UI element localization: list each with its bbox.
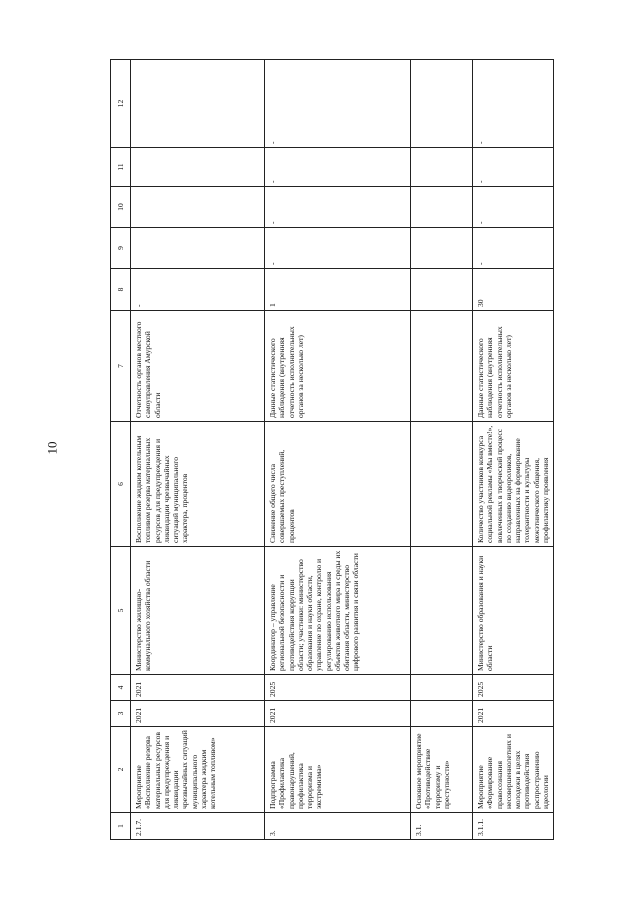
header-cell: 5 bbox=[111, 547, 131, 675]
row-value-12: - bbox=[473, 60, 554, 148]
row-value-8: - bbox=[131, 269, 265, 311]
table-row bbox=[265, 60, 411, 840]
row-value-12 bbox=[131, 60, 265, 148]
header-cell: 3 bbox=[111, 701, 131, 727]
row-source bbox=[411, 311, 473, 422]
row-executor: Министерство образования и науки области bbox=[473, 547, 554, 675]
row-value-9 bbox=[131, 228, 265, 269]
row-value-10: - bbox=[473, 187, 554, 228]
header-cell: 6 bbox=[111, 422, 131, 547]
row-executor: Координатор – управление региональной безопасности и противодействия коррупции области; участники: министерство образования и науки области, управление по охране, контролю и регулированию использования объектов животного мира и среды их обитания области, министерство цифрового развития и связи области bbox=[265, 547, 411, 675]
row-end-year: 2021 bbox=[131, 675, 265, 701]
row-value-11: - bbox=[265, 148, 411, 187]
row-number: 3. bbox=[265, 813, 411, 840]
row-start-year: 2021 bbox=[265, 701, 411, 727]
header-cell: 11 bbox=[111, 148, 131, 187]
row-executor: Министерство жилищно-коммунального хозяйства области bbox=[131, 547, 265, 675]
row-value-12 bbox=[411, 60, 473, 148]
row-indicator: Снижение общего числа совершаемых преступлений, процентов bbox=[265, 422, 411, 547]
rotated-table-container bbox=[110, 60, 550, 840]
row-value-9: - bbox=[473, 228, 554, 269]
row-end-year bbox=[411, 675, 473, 701]
page-number: 10 bbox=[44, 441, 60, 455]
row-value-9: - bbox=[265, 228, 411, 269]
row-start-year bbox=[411, 701, 473, 727]
header-row bbox=[111, 60, 131, 840]
row-source: Отчетность органов местного самоуправления Амурской области bbox=[131, 311, 265, 422]
header-cell: 4 bbox=[111, 675, 131, 701]
rotated-page-area bbox=[110, 60, 550, 840]
row-name: Мероприятие «Формирование правосознания несовершеннолетних и молодежи в целях противодействия распространению идеологии bbox=[473, 727, 554, 813]
row-indicator: Восполнение жидким котельным топливом резерва материальных ресурсов для предупреждения и ликвидации чрезвычайных ситуаций муниципального характера, процентов bbox=[131, 422, 265, 547]
program-table bbox=[110, 59, 554, 840]
row-value-11: - bbox=[473, 148, 554, 187]
header-cell: 12 bbox=[111, 60, 131, 148]
header-cell: 8 bbox=[111, 269, 131, 311]
row-number: 3.1. bbox=[411, 813, 473, 840]
header-cell: 1 bbox=[111, 813, 131, 840]
table-row bbox=[131, 60, 265, 840]
row-end-year: 2025 bbox=[265, 675, 411, 701]
row-name: Основное мероприятие «Противодействие терроризму и преступности» bbox=[411, 727, 473, 813]
row-source: Данные статистического наблюдения (внутренняя отчетность исполнительных органов за несколько лет) bbox=[265, 311, 411, 422]
row-value-10 bbox=[131, 187, 265, 228]
row-value-8: 1 bbox=[265, 269, 411, 311]
row-source: Данные статистического наблюдения (внутренняя отчетность исполнительных органов за несколько лет) bbox=[473, 311, 554, 422]
row-value-9 bbox=[411, 228, 473, 269]
row-value-12: - bbox=[265, 60, 411, 148]
table-row bbox=[473, 60, 554, 840]
header-cell: 9 bbox=[111, 228, 131, 269]
header-cell: 10 bbox=[111, 187, 131, 228]
row-value-10 bbox=[411, 187, 473, 228]
table-row bbox=[411, 60, 473, 840]
row-name: Мероприятие «Восполнение резерва материальных ресурсов для предупреждения и ликвидации чрезвычайных ситуаций муниципального характера жидким котельным топливом» bbox=[131, 727, 265, 813]
row-name: Подпрограмма «Профилактика правонарушений, профилактика терроризма и экстремизма» bbox=[265, 727, 411, 813]
row-indicator: Количество участников конкурса социальной рекламы «Мы вместе!», вовлеченных в творческий процесс по созданию видеороликов, направленных на формирование толерантности и культуры межэтнического общения, профилактику проявления bbox=[473, 422, 554, 547]
row-value-10: - bbox=[265, 187, 411, 228]
row-value-8: 30 bbox=[473, 269, 554, 311]
row-value-11 bbox=[411, 148, 473, 187]
row-executor bbox=[411, 547, 473, 675]
header-cell: 7 bbox=[111, 311, 131, 422]
row-start-year: 2021 bbox=[131, 701, 265, 727]
row-start-year: 2021 bbox=[473, 701, 554, 727]
row-end-year: 2025 bbox=[473, 675, 554, 701]
row-number: 3.1.1. bbox=[473, 813, 554, 840]
row-value-8 bbox=[411, 269, 473, 311]
row-value-11 bbox=[131, 148, 265, 187]
header-cell: 2 bbox=[111, 727, 131, 813]
row-number: 2.1.7. bbox=[131, 813, 265, 840]
row-indicator bbox=[411, 422, 473, 547]
